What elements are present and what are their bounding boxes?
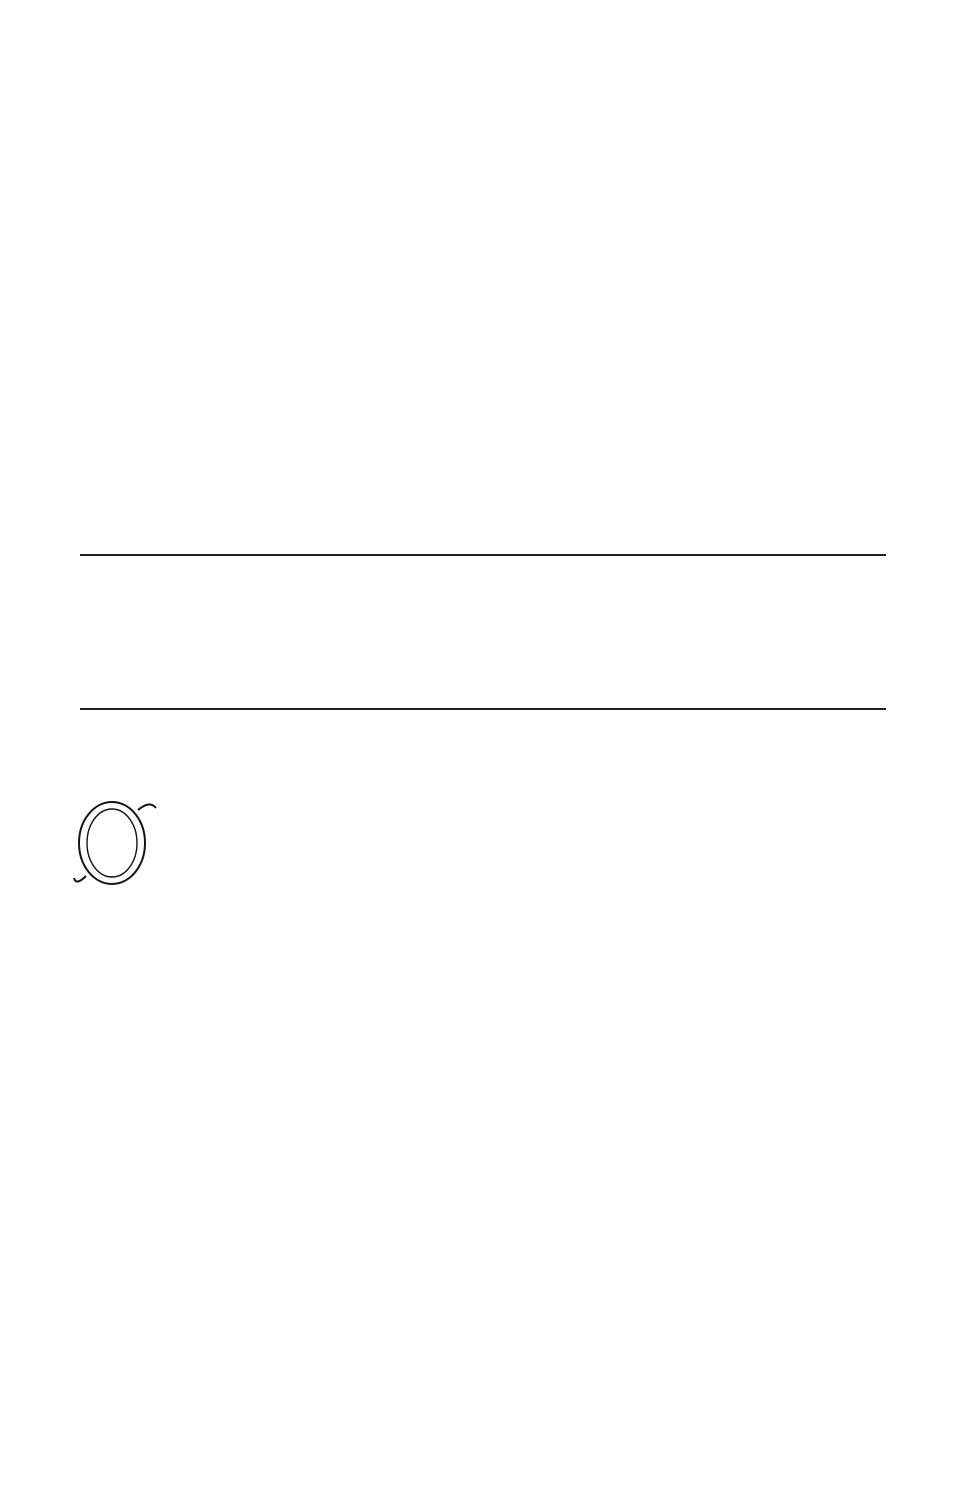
divider-top — [80, 554, 886, 556]
divider-bottom — [80, 708, 886, 710]
drop-cap-o-icon — [72, 796, 158, 892]
drop-cap-initial — [72, 796, 158, 892]
